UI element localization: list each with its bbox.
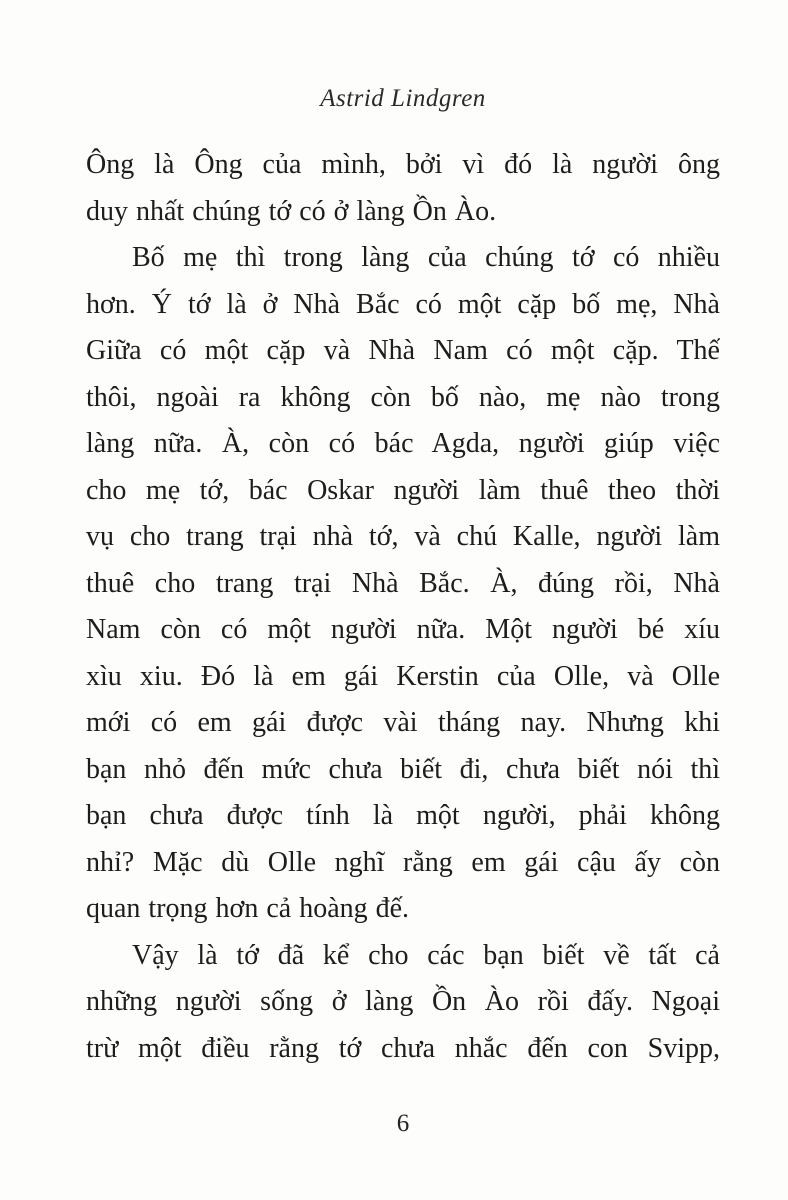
running-header-author: Astrid Lindgren <box>320 85 486 112</box>
text-line: Ông là Ông của mình, bởi vì đó là người ông <box>86 149 720 180</box>
text-line: nhỉ? Mặc dù Olle nghĩ rằng em gái cậu ấy còn <box>86 846 720 878</box>
paragraph <box>86 235 720 933</box>
text-line: những người sống ở làng Ồn Ào rồi đấy. Ngoại <box>86 986 720 1017</box>
paragraph <box>86 142 720 235</box>
text-line: duy nhất chúng tớ có ở làng Ồn Ào. <box>86 195 497 227</box>
text-line: hơn. Ý tớ là ở Nhà Bắc có một cặp bố mẹ, Nhà <box>86 288 720 320</box>
text-line: Giữa có một cặp và Nhà Nam có một cặp. Thế <box>86 335 720 366</box>
text-line: Nam còn có một người nữa. Một người bé xíu <box>86 614 720 645</box>
text-line: bạn chưa được tính là một người, phải không <box>86 800 720 831</box>
text-line: làng nữa. À, còn có bác Agda, người giúp việc <box>86 428 720 459</box>
text-line: quan trọng hơn cả hoàng đế. <box>86 893 410 924</box>
body-text <box>86 142 720 1072</box>
text-line: vụ cho trang trại nhà tớ, và chú Kalle, người làm <box>86 521 720 552</box>
text-line: xìu xiu. Đó là em gái Kerstin của Olle, và Olle <box>86 660 720 692</box>
text-line: thôi, ngoài ra không còn bố nào, mẹ nào trong <box>86 381 720 413</box>
text-line: Vậy là tớ đã kể cho các bạn biết về tất cả <box>132 939 720 971</box>
text-line: trừ một điều rằng tớ chưa nhắc đến con Svipp, <box>86 1032 720 1064</box>
text-line: cho mẹ tớ, bác Oskar người làm thuê theo thời <box>86 474 720 506</box>
paragraph <box>86 933 720 1073</box>
page-number: 6 <box>396 1110 410 1137</box>
text-line: Bố mẹ thì trong làng của chúng tớ có nhiều <box>132 242 720 273</box>
text-line: thuê cho trang trại Nhà Bắc. À, đúng rồi, Nhà <box>86 567 720 599</box>
text-line: bạn nhỏ đến mức chưa biết đi, chưa biết nói thì <box>86 753 720 785</box>
text-line: mới có em gái được vài tháng nay. Nhưng khi <box>86 707 720 738</box>
